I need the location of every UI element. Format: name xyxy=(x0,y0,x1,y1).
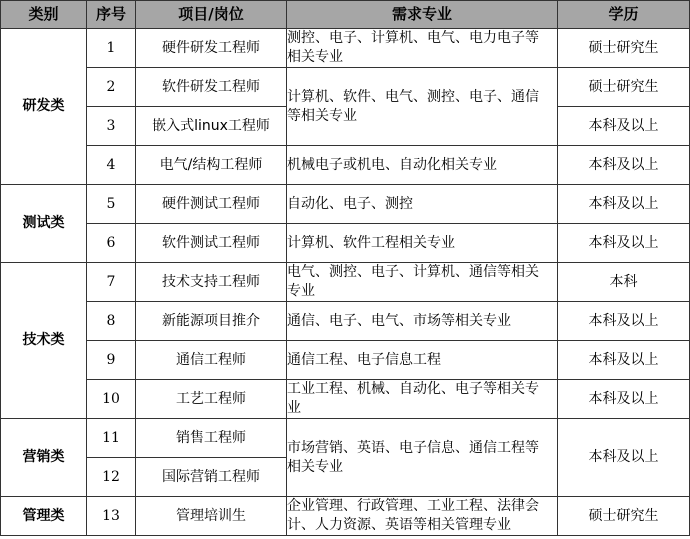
position-cell: 电气/结构工程师 xyxy=(136,146,287,185)
row-number: 13 xyxy=(87,497,136,536)
major-cell xyxy=(287,29,558,68)
major-cell xyxy=(287,224,558,263)
category-marketing: 营销类 xyxy=(1,419,87,497)
row-number: 7 xyxy=(87,263,136,302)
position-cell: 新能源项目推介 xyxy=(136,302,287,341)
education-cell: 本科及以上 xyxy=(558,419,690,497)
category-management: 管理类 xyxy=(1,497,87,536)
major-text: 工业工程、机械、自动化、电子等相关专业 xyxy=(287,381,539,416)
major-text: 机械电子或机电、自动化相关专业 xyxy=(287,156,497,173)
row-number: 11 xyxy=(87,419,136,458)
table-row xyxy=(1,341,690,380)
education-cell: 本科及以上 xyxy=(558,224,690,263)
major-text: 企业管理、行政管理、工业工程、法律会计、人力资源、英语等相关管理专业 xyxy=(287,498,539,533)
major-text: 通信工程、电子信息工程 xyxy=(287,351,441,368)
header-education: 学历 xyxy=(558,1,690,29)
major-text: 市场营销、英语、电子信息、通信工程等相关专业 xyxy=(287,439,539,475)
major-cell xyxy=(287,302,558,341)
major-cell xyxy=(287,146,558,185)
row-number: 8 xyxy=(87,302,136,341)
major-cell xyxy=(287,419,558,497)
education-cell: 硕士研究生 xyxy=(558,29,690,68)
header-position: 项目/岗位 xyxy=(136,1,287,29)
row-number: 5 xyxy=(87,185,136,224)
education-cell: 硕士研究生 xyxy=(558,497,690,536)
major-cell xyxy=(287,380,558,419)
position-cell: 硬件测试工程师 xyxy=(136,185,287,224)
major-cell xyxy=(287,185,558,224)
row-number: 6 xyxy=(87,224,136,263)
table-row xyxy=(1,224,690,263)
position-cell: 嵌入式linux工程师 xyxy=(136,107,287,146)
position-cell: 工艺工程师 xyxy=(136,380,287,419)
category-testing: 测试类 xyxy=(1,185,87,263)
table-row xyxy=(1,68,690,107)
major-text: 测控、电子、计算机、电气、电力电子等相关专业 xyxy=(287,30,539,65)
education-cell: 本科及以上 xyxy=(558,341,690,380)
position-cell: 软件测试工程师 xyxy=(136,224,287,263)
position-cell: 管理培训生 xyxy=(136,497,287,536)
row-number: 9 xyxy=(87,341,136,380)
table-row xyxy=(1,146,690,185)
row-number: 3 xyxy=(87,107,136,146)
header-major: 需求专业 xyxy=(287,1,558,29)
table-row xyxy=(1,419,690,458)
major-cell xyxy=(287,68,558,146)
table-row xyxy=(1,263,690,302)
education-cell: 本科及以上 xyxy=(558,380,690,419)
row-number: 10 xyxy=(87,380,136,419)
table-row xyxy=(1,497,690,536)
position-cell: 国际营销工程师 xyxy=(136,458,287,497)
major-text: 计算机、软件、电气、测控、电子、通信等相关专业 xyxy=(287,88,539,124)
table-header-row xyxy=(1,1,690,29)
row-number: 1 xyxy=(87,29,136,68)
education-cell: 本科 xyxy=(558,263,690,302)
education-cell: 硕士研究生 xyxy=(558,68,690,107)
category-rd: 研发类 xyxy=(1,29,87,185)
education-cell: 本科及以上 xyxy=(558,107,690,146)
position-cell: 硬件研发工程师 xyxy=(136,29,287,68)
major-cell xyxy=(287,341,558,380)
position-cell: 软件研发工程师 xyxy=(136,68,287,107)
table-row xyxy=(1,29,690,68)
table-row xyxy=(1,380,690,419)
header-category: 类别 xyxy=(1,1,87,29)
table-row xyxy=(1,185,690,224)
position-cell: 技术支持工程师 xyxy=(136,263,287,302)
table-row xyxy=(1,302,690,341)
education-cell: 本科及以上 xyxy=(558,302,690,341)
row-number: 12 xyxy=(87,458,136,497)
header-index: 序号 xyxy=(87,1,136,29)
major-cell xyxy=(287,497,558,536)
major-cell xyxy=(287,263,558,302)
education-cell: 本科及以上 xyxy=(558,146,690,185)
major-text: 自动化、电子、测控 xyxy=(287,195,413,212)
category-tech: 技术类 xyxy=(1,263,87,419)
row-number: 2 xyxy=(87,68,136,107)
major-text: 通信、电子、电气、市场等相关专业 xyxy=(287,312,511,329)
position-cell: 销售工程师 xyxy=(136,419,287,458)
position-cell: 通信工程师 xyxy=(136,341,287,380)
education-cell: 本科及以上 xyxy=(558,185,690,224)
major-text: 计算机、软件工程相关专业 xyxy=(287,234,455,251)
major-text: 电气、测控、电子、计算机、通信等相关专业 xyxy=(287,264,539,299)
row-number: 4 xyxy=(87,146,136,185)
